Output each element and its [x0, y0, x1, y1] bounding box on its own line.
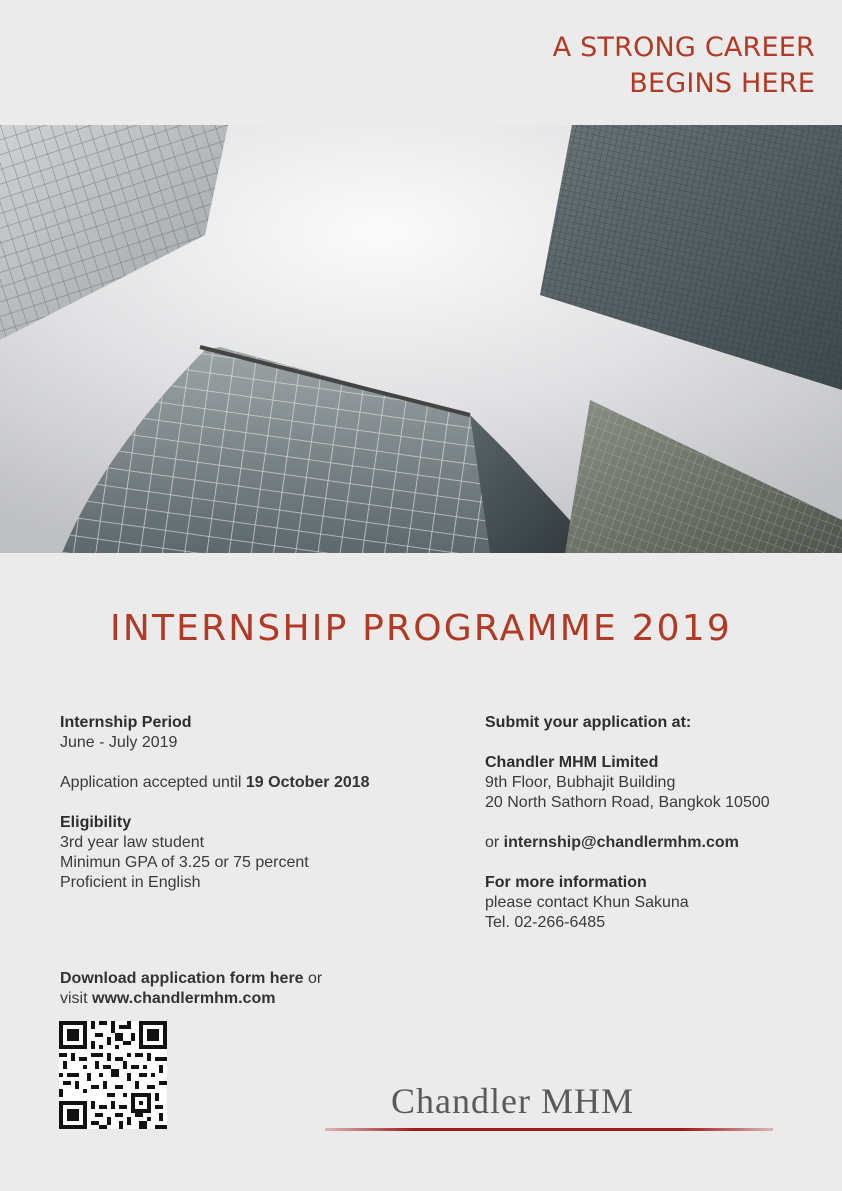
address-line-1: 9th Floor, Bubhajit Building: [485, 774, 676, 791]
eligibility-item: Minimun GPA of 3.25 or 75 percent: [60, 854, 309, 871]
contact-person: please contact Khun Sakuna: [485, 894, 689, 911]
tagline: [553, 30, 815, 102]
download-form-link[interactable]: Download application form here: [60, 970, 304, 987]
email-or-label: or: [485, 834, 504, 851]
details-right-column: [485, 713, 825, 933]
application-deadline: [60, 773, 440, 793]
contact-telephone: Tel. 02-266-6485: [485, 914, 606, 931]
logo-rule: [325, 1128, 773, 1131]
visit-label: visit: [60, 990, 92, 1007]
internship-period-value: June - July 2019: [60, 734, 178, 751]
email-line: [485, 833, 825, 853]
download-or: or: [303, 970, 323, 987]
tagline-line-2: BEGINS HERE: [629, 68, 815, 99]
eligibility-item: Proficient in English: [60, 874, 201, 891]
eligibility-item: 3rd year law student: [60, 834, 205, 851]
qr-code-icon[interactable]: [59, 1021, 167, 1129]
company-name: Chandler MHM Limited: [485, 754, 659, 771]
details-left-column: [60, 713, 440, 893]
application-deadline-date: 19 October 2018: [245, 774, 370, 791]
tagline-line-1: A STRONG CAREER: [552, 32, 815, 63]
chandler-mhm-logo: [325, 1080, 775, 1136]
more-info-heading: For more information: [485, 874, 647, 891]
website-link[interactable]: www.chandlermhm.com: [92, 990, 276, 1007]
hero-image-skyscrapers: [0, 125, 842, 553]
application-deadline-label: Application accepted until: [60, 774, 246, 791]
logo-text: Chandler MHM: [391, 1081, 634, 1121]
address-line-2: 20 North Sathorn Road, Bangkok 10500: [485, 794, 770, 811]
submit-heading: Submit your application at:: [485, 714, 692, 731]
programme-title: INTERNSHIP PROGRAMME 2019: [110, 608, 732, 649]
email-link[interactable]: internship@chandlermhm.com: [503, 834, 739, 851]
download-section: [60, 969, 322, 1009]
eligibility-heading: Eligibility: [60, 814, 132, 831]
internship-period-heading: Internship Period: [60, 714, 192, 731]
